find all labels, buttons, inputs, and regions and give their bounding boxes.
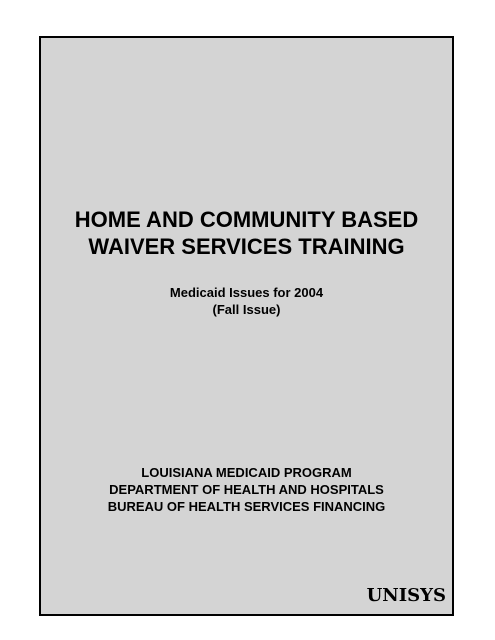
organization-block: [41, 464, 452, 515]
cover-title-line-2: WAIVER SERVICES TRAINING: [88, 234, 405, 259]
organization-line-1: LOUISIANA MEDICAID PROGRAM: [141, 465, 352, 480]
organization-line-2: DEPARTMENT OF HEALTH AND HOSPITALS: [109, 482, 384, 497]
unisys-logo: UNISYS: [366, 585, 446, 606]
cover-subtitle-line-1: Medicaid Issues for 2004: [169, 285, 324, 300]
cover-frame: [39, 36, 454, 616]
cover-title-line-1: HOME AND COMMUNITY BASED: [74, 207, 419, 232]
cover-subtitle: [41, 284, 452, 318]
cover-subtitle-line-2: (Fall Issue): [212, 302, 281, 317]
organization-line-3: BUREAU OF HEALTH SERVICES FINANCING: [107, 499, 386, 514]
cover-title: [41, 206, 452, 260]
